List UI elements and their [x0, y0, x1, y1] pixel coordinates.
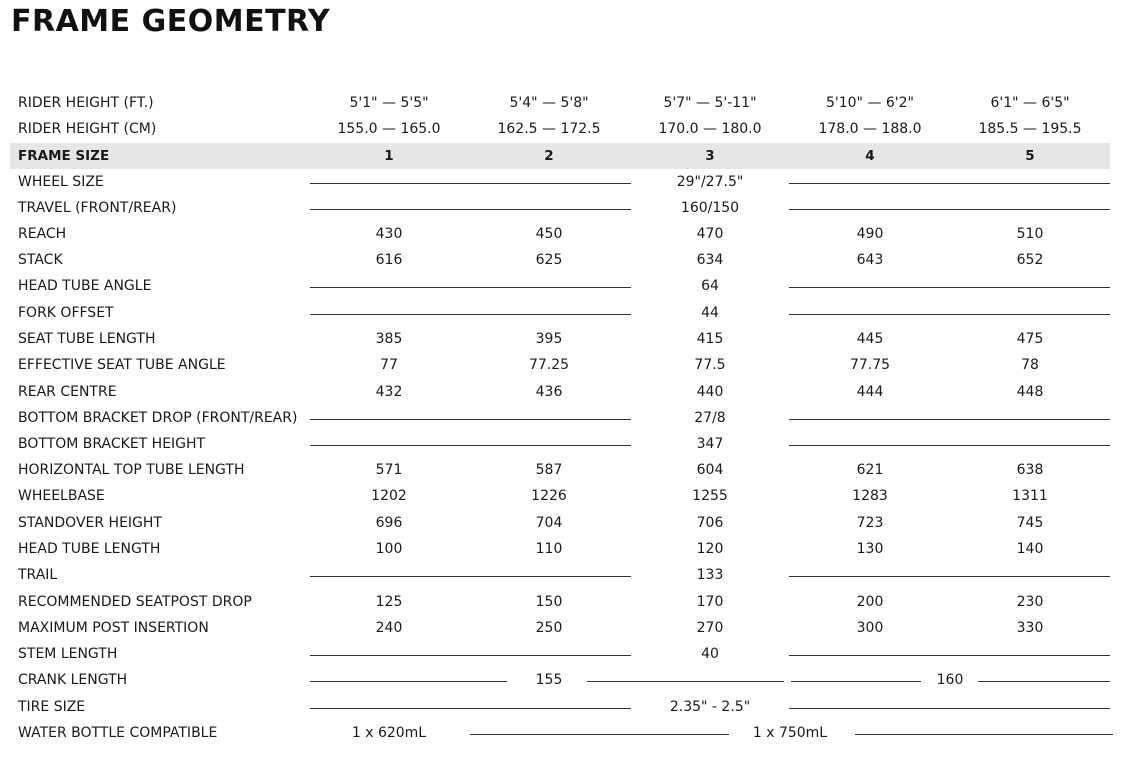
- row-label: BOTTOM BRACKET HEIGHT: [18, 436, 206, 452]
- table-cell: 155.0 — 165.0: [337, 121, 441, 137]
- table-row: [10, 695, 1110, 721]
- shared-value: 2.35" - 2.5": [669, 699, 751, 715]
- table-cell: 1226: [531, 488, 567, 504]
- table-cell: 510: [1016, 226, 1044, 242]
- table-row: [10, 721, 1110, 747]
- table-row: [10, 274, 1110, 300]
- shared-value: 27/8: [694, 410, 726, 426]
- table-cell: 5'4" — 5'8": [509, 95, 589, 111]
- page-title: FRAME GEOMETRY: [11, 4, 331, 39]
- row-label: HORIZONTAL TOP TUBE LENGTH: [18, 462, 245, 478]
- frame-size-cell: 3: [705, 148, 715, 164]
- frame-size-cell: 1: [384, 148, 394, 164]
- table-cell: 1311: [1012, 488, 1048, 504]
- frame-size-cell: 5: [1025, 148, 1035, 164]
- table-row: [10, 642, 1110, 668]
- table-cell: 130: [856, 541, 884, 557]
- shared-value: 347: [696, 436, 724, 452]
- shared-value: 1 x 620mL: [351, 725, 427, 741]
- span-line-right: [789, 209, 1110, 210]
- table-cell: 395: [535, 331, 563, 347]
- span-line-right: [789, 445, 1110, 446]
- table-row: [10, 327, 1110, 353]
- table-cell: 745: [1016, 515, 1044, 531]
- table-cell: 120: [696, 541, 724, 557]
- span-line-left: [310, 576, 631, 577]
- table-cell: 77.25: [528, 357, 570, 373]
- table-row: [10, 248, 1110, 274]
- table-cell: 1202: [371, 488, 407, 504]
- table-cell: 330: [1016, 620, 1044, 636]
- span-line-left: [310, 445, 631, 446]
- table-cell: 100: [375, 541, 403, 557]
- table-row: [10, 222, 1110, 248]
- table-cell: 625: [535, 252, 563, 268]
- row-label: RIDER HEIGHT (CM): [18, 121, 157, 137]
- table-row: [10, 91, 1110, 117]
- row-label: FORK OFFSET: [18, 305, 114, 321]
- table-cell: 6'1" — 6'5": [990, 95, 1070, 111]
- span-line-right: [789, 314, 1110, 315]
- table-cell: 78: [1021, 357, 1039, 373]
- row-label: REACH: [18, 226, 67, 242]
- row-label: STANDOVER HEIGHT: [18, 515, 162, 531]
- table-cell: 450: [535, 226, 563, 242]
- table-cell: 706: [696, 515, 724, 531]
- span-line-right: [789, 419, 1110, 420]
- row-label: CRANK LENGTH: [18, 672, 128, 688]
- table-cell: 1255: [692, 488, 728, 504]
- row-label: MAXIMUM POST INSERTION: [18, 620, 209, 636]
- table-cell: 140: [1016, 541, 1044, 557]
- table-cell: 436: [535, 384, 563, 400]
- table-row: [10, 117, 1110, 143]
- table-row: [10, 616, 1110, 642]
- table-row: [10, 590, 1110, 616]
- row-label: RIDER HEIGHT (FT.): [18, 95, 154, 111]
- shared-value: 1 x 750mL: [752, 725, 828, 741]
- table-cell: 696: [375, 515, 403, 531]
- table-row: [10, 537, 1110, 563]
- table-cell: 5'7" — 5'-11": [663, 95, 757, 111]
- table-cell: 170: [696, 594, 724, 610]
- row-label: STACK: [18, 252, 63, 268]
- table-cell: 150: [535, 594, 563, 610]
- table-row: [10, 301, 1110, 327]
- row-label: TRAVEL (FRONT/REAR): [18, 200, 177, 216]
- span-line: [470, 734, 729, 735]
- row-label: HEAD TUBE LENGTH: [18, 541, 161, 557]
- table-row: [10, 406, 1110, 432]
- table-cell: 270: [696, 620, 724, 636]
- row-label: WHEELBASE: [18, 488, 105, 504]
- table-cell: 385: [375, 331, 403, 347]
- table-row: [10, 458, 1110, 484]
- table-cell: 77.75: [849, 357, 891, 373]
- table-cell: 178.0 — 188.0: [818, 121, 922, 137]
- table-row: [10, 380, 1110, 406]
- table-cell: 470: [696, 226, 724, 242]
- table-cell: 643: [856, 252, 884, 268]
- span-line-right: [789, 287, 1110, 288]
- table-cell: 432: [375, 384, 403, 400]
- table-cell: 475: [1016, 331, 1044, 347]
- span-line: [855, 734, 1113, 735]
- row-label: REAR CENTRE: [18, 384, 117, 400]
- table-cell: 110: [535, 541, 563, 557]
- table-cell: 77: [380, 357, 398, 373]
- table-cell: 621: [856, 462, 884, 478]
- table-cell: 77.5: [694, 357, 726, 373]
- row-label: BOTTOM BRACKET DROP (FRONT/REAR): [18, 410, 298, 426]
- table-cell: 230: [1016, 594, 1044, 610]
- table-row: [10, 432, 1110, 458]
- table-cell: 1283: [852, 488, 888, 504]
- table-cell: 723: [856, 515, 884, 531]
- table-row: [10, 484, 1110, 510]
- span-line-right: [789, 576, 1110, 577]
- table-cell: 185.5 — 195.5: [978, 121, 1082, 137]
- shared-value: 29"/27.5": [676, 174, 744, 190]
- table-cell: 652: [1016, 252, 1044, 268]
- span-line-right: [789, 708, 1110, 709]
- row-label: HEAD TUBE ANGLE: [18, 278, 152, 294]
- table-cell: 604: [696, 462, 724, 478]
- shared-value: 44: [701, 305, 719, 321]
- table-cell: 571: [375, 462, 403, 478]
- table-cell: 415: [696, 331, 724, 347]
- table-cell: 300: [856, 620, 884, 636]
- shared-value: 160: [936, 672, 964, 688]
- table-cell: 444: [856, 384, 884, 400]
- span-line-right: [789, 655, 1110, 656]
- row-label: EFFECTIVE SEAT TUBE ANGLE: [18, 357, 226, 373]
- table-cell: 587: [535, 462, 563, 478]
- table-cell: 490: [856, 226, 884, 242]
- row-label: SEAT TUBE LENGTH: [18, 331, 156, 347]
- table-cell: 704: [535, 515, 563, 531]
- row-label: STEM LENGTH: [18, 646, 118, 662]
- row-label: WHEEL SIZE: [18, 174, 104, 190]
- table-cell: 240: [375, 620, 403, 636]
- row-label: FRAME SIZE: [18, 148, 110, 164]
- span-line-left: [310, 209, 631, 210]
- table-row: [10, 668, 1110, 694]
- span-line-left: [310, 708, 631, 709]
- shared-value: 133: [696, 567, 724, 583]
- span-line: [978, 681, 1110, 682]
- table-row: [10, 353, 1110, 379]
- table-cell: 448: [1016, 384, 1044, 400]
- span-line-right: [789, 183, 1110, 184]
- table-cell: 250: [535, 620, 563, 636]
- table-cell: 616: [375, 252, 403, 268]
- table-cell: 125: [375, 594, 403, 610]
- span-line-left: [310, 419, 631, 420]
- row-label: TRAIL: [18, 567, 58, 583]
- row-label: TIRE SIZE: [18, 699, 86, 715]
- table-cell: 162.5 — 172.5: [497, 121, 601, 137]
- shared-value: 64: [701, 278, 719, 294]
- frame-size-header-row: [10, 143, 1110, 169]
- frame-size-cell: 4: [865, 148, 875, 164]
- row-label: WATER BOTTLE COMPATIBLE: [18, 725, 218, 741]
- table-cell: 445: [856, 331, 884, 347]
- table-cell: 5'10" — 6'2": [825, 95, 914, 111]
- table-cell: 634: [696, 252, 724, 268]
- span-line-left: [310, 183, 631, 184]
- table-row: [10, 511, 1110, 537]
- table-row: [10, 196, 1110, 222]
- table-cell: 200: [856, 594, 884, 610]
- span-line-left: [310, 287, 631, 288]
- table-row: [10, 170, 1110, 196]
- table-cell: 170.0 — 180.0: [658, 121, 762, 137]
- span-line: [587, 681, 784, 682]
- shared-value: 160/150: [680, 200, 740, 216]
- table-row: [10, 563, 1110, 589]
- table-cell: 638: [1016, 462, 1044, 478]
- shared-value: 40: [701, 646, 719, 662]
- span-line-left: [310, 655, 631, 656]
- table-cell: 440: [696, 384, 724, 400]
- span-line-left: [310, 314, 631, 315]
- frame-size-cell: 2: [544, 148, 554, 164]
- table-cell: 5'1" — 5'5": [349, 95, 429, 111]
- row-label: RECOMMENDED SEATPOST DROP: [18, 594, 252, 610]
- table-cell: 430: [375, 226, 403, 242]
- shared-value: 155: [535, 672, 563, 688]
